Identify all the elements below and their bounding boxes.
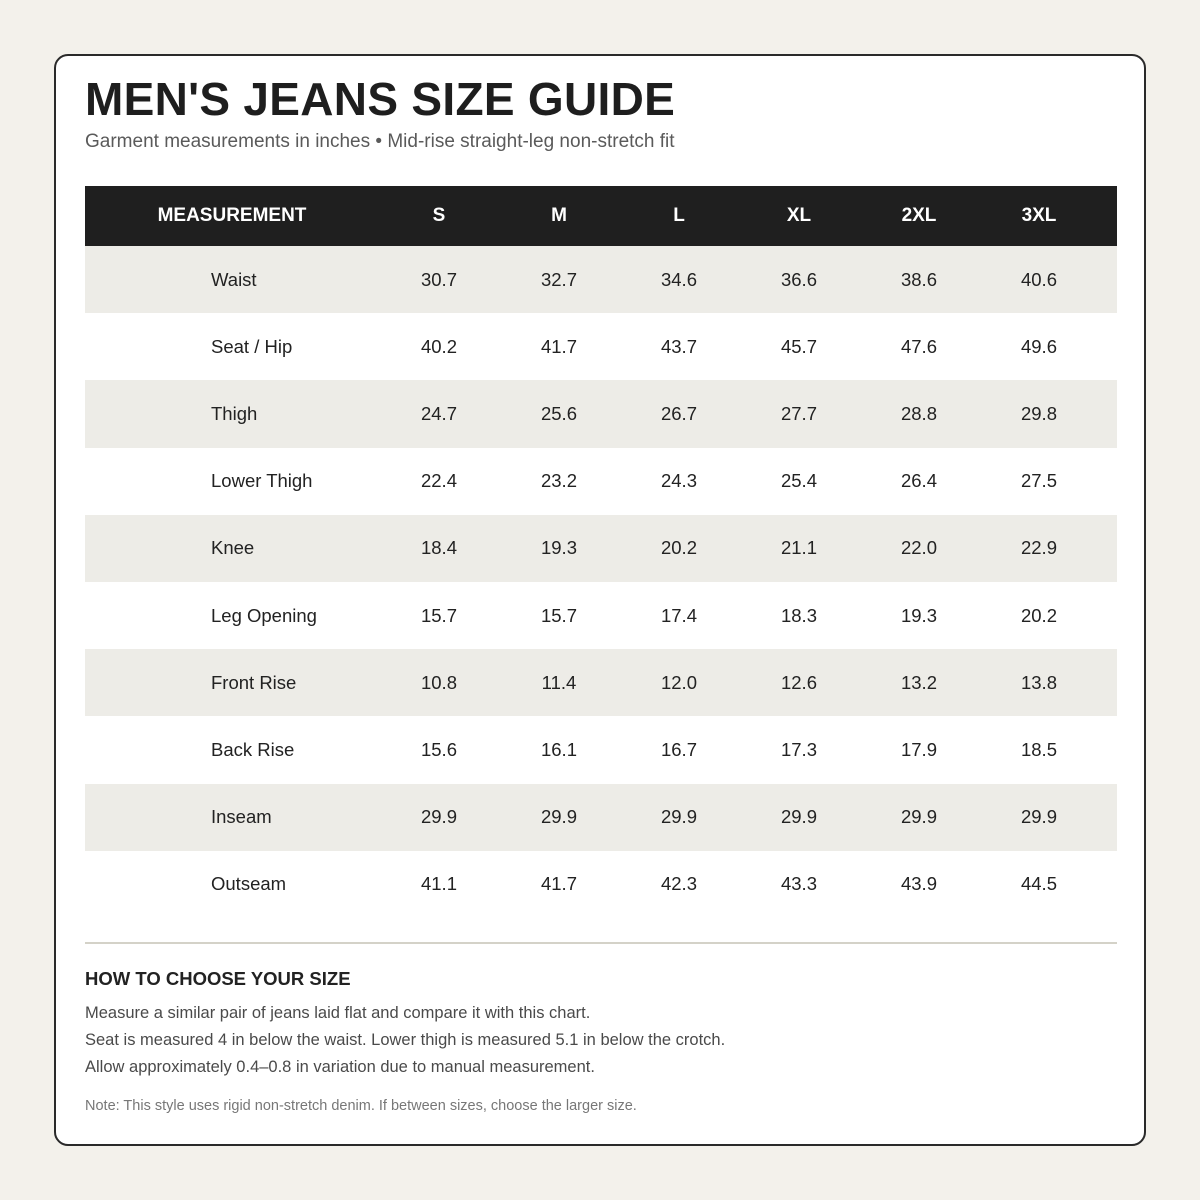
row-label: Outseam [211, 873, 287, 895]
table-row [85, 716, 1117, 783]
row-label: Inseam [211, 806, 272, 828]
table-cell: 27.5 [1020, 470, 1057, 492]
table-cell: 23.2 [540, 470, 577, 492]
table-cell: 27.7 [780, 402, 817, 424]
table-cell: 12.6 [780, 671, 817, 693]
header-size-m: M [551, 205, 567, 226]
table-header-row [85, 186, 1117, 246]
table-cell: 45.7 [780, 335, 817, 357]
table-cell: 47.6 [900, 335, 937, 357]
table-cell: 17.3 [780, 738, 817, 760]
table-cell: 25.4 [780, 470, 817, 492]
table-cell: 12.0 [660, 671, 697, 693]
table-cell: 44.5 [1020, 873, 1057, 895]
table-cell: 17.4 [660, 604, 697, 626]
table-cell: 19.3 [540, 537, 577, 559]
table-cell: 41.7 [540, 873, 577, 895]
table-cell: 42.3 [660, 873, 697, 895]
table-cell: 15.6 [420, 738, 457, 760]
table-cell: 17.9 [900, 738, 937, 760]
table-cell: 49.6 [1020, 335, 1057, 357]
table-row [85, 784, 1117, 851]
header-size-s: S [432, 205, 446, 226]
table-body [85, 246, 1117, 918]
table-cell: 19.3 [900, 604, 937, 626]
table-cell: 10.8 [420, 671, 457, 693]
row-label: Lower Thigh [211, 470, 313, 492]
row-label: Seat / Hip [211, 335, 293, 357]
row-label: Thigh [211, 402, 258, 424]
table-cell: 13.2 [900, 671, 937, 693]
table-row [85, 515, 1117, 582]
row-label: Knee [211, 537, 255, 559]
header-size-2xl: 2XL [901, 205, 937, 226]
header-measurement: MEASUREMENT [157, 205, 307, 226]
how-to-line: Measure a similar pair of jeans laid flat and compare it with this chart. [85, 1004, 591, 1022]
header-size-l: L [673, 205, 685, 226]
table-cell: 25.6 [540, 402, 577, 424]
table-cell: 41.1 [420, 873, 457, 895]
table-cell: 15.7 [540, 604, 577, 626]
table-cell: 36.6 [780, 268, 817, 290]
table-cell: 20.2 [660, 537, 697, 559]
table-cell: 20.2 [1020, 604, 1057, 626]
table-cell: 29.8 [1020, 402, 1057, 424]
row-label: Back Rise [211, 738, 295, 760]
table-cell: 24.3 [660, 470, 697, 492]
table-cell: 26.4 [900, 470, 937, 492]
table-cell: 22.4 [420, 470, 457, 492]
table-cell: 18.5 [1020, 738, 1057, 760]
table-row [85, 246, 1117, 313]
table-cell: 41.7 [540, 335, 577, 357]
section-divider [85, 942, 1117, 944]
page-title: MEN'S JEANS SIZE GUIDE [85, 73, 676, 125]
table-cell: 40.2 [420, 335, 457, 357]
table-row [85, 649, 1117, 716]
size-table [85, 186, 1117, 918]
table-cell: 21.1 [780, 537, 817, 559]
table-cell: 34.6 [660, 268, 697, 290]
table-cell: 32.7 [540, 268, 577, 290]
table-row [85, 851, 1117, 918]
table-cell: 38.6 [900, 268, 937, 290]
table-cell: 24.7 [420, 402, 457, 424]
row-label: Leg Opening [211, 604, 317, 626]
table-cell: 43.7 [660, 335, 697, 357]
table-row [85, 380, 1117, 447]
how-to-title: HOW TO CHOOSE YOUR SIZE [85, 968, 351, 989]
footnote: Note: This style uses rigid non-stretch denim. If between sizes, choose the larger size. [85, 1098, 637, 1114]
table-cell: 40.6 [1020, 268, 1057, 290]
table-cell: 22.0 [900, 537, 937, 559]
table-cell: 22.9 [1020, 537, 1057, 559]
table-cell: 13.8 [1020, 671, 1057, 693]
table-cell: 43.9 [900, 873, 937, 895]
how-to-line: Allow approximately 0.4–0.8 in variation due to manual measurement. [85, 1058, 595, 1076]
table-cell: 15.7 [420, 604, 457, 626]
how-to-line: Seat is measured 4 in below the waist. Lower thigh is measured 5.1 in below the crotch. [85, 1031, 726, 1049]
table-cell: 29.9 [1020, 806, 1057, 828]
table-cell: 26.7 [660, 402, 697, 424]
table-row [85, 313, 1117, 380]
table-cell: 18.3 [780, 604, 817, 626]
table-cell: 11.4 [541, 671, 577, 693]
row-label: Front Rise [211, 671, 297, 693]
table-cell: 29.9 [540, 806, 577, 828]
table-cell: 30.7 [420, 268, 457, 290]
row-label: Waist [211, 268, 257, 290]
size-guide-card [54, 54, 1146, 1146]
page-subtitle: Garment measurements in inches • Mid-rise straight-leg non-stretch fit [85, 131, 675, 152]
table-cell: 16.7 [660, 738, 697, 760]
table-cell: 29.9 [900, 806, 937, 828]
table-cell: 18.4 [420, 537, 457, 559]
header-size-3xl: 3XL [1021, 205, 1057, 226]
table-cell: 29.9 [660, 806, 697, 828]
table-cell: 29.9 [780, 806, 817, 828]
header-size-xl: XL [786, 205, 812, 226]
table-cell: 29.9 [420, 806, 457, 828]
table-row [85, 582, 1117, 649]
table-cell: 43.3 [780, 873, 817, 895]
table-cell: 28.8 [900, 402, 937, 424]
table-row [85, 448, 1117, 515]
table-cell: 16.1 [540, 738, 577, 760]
